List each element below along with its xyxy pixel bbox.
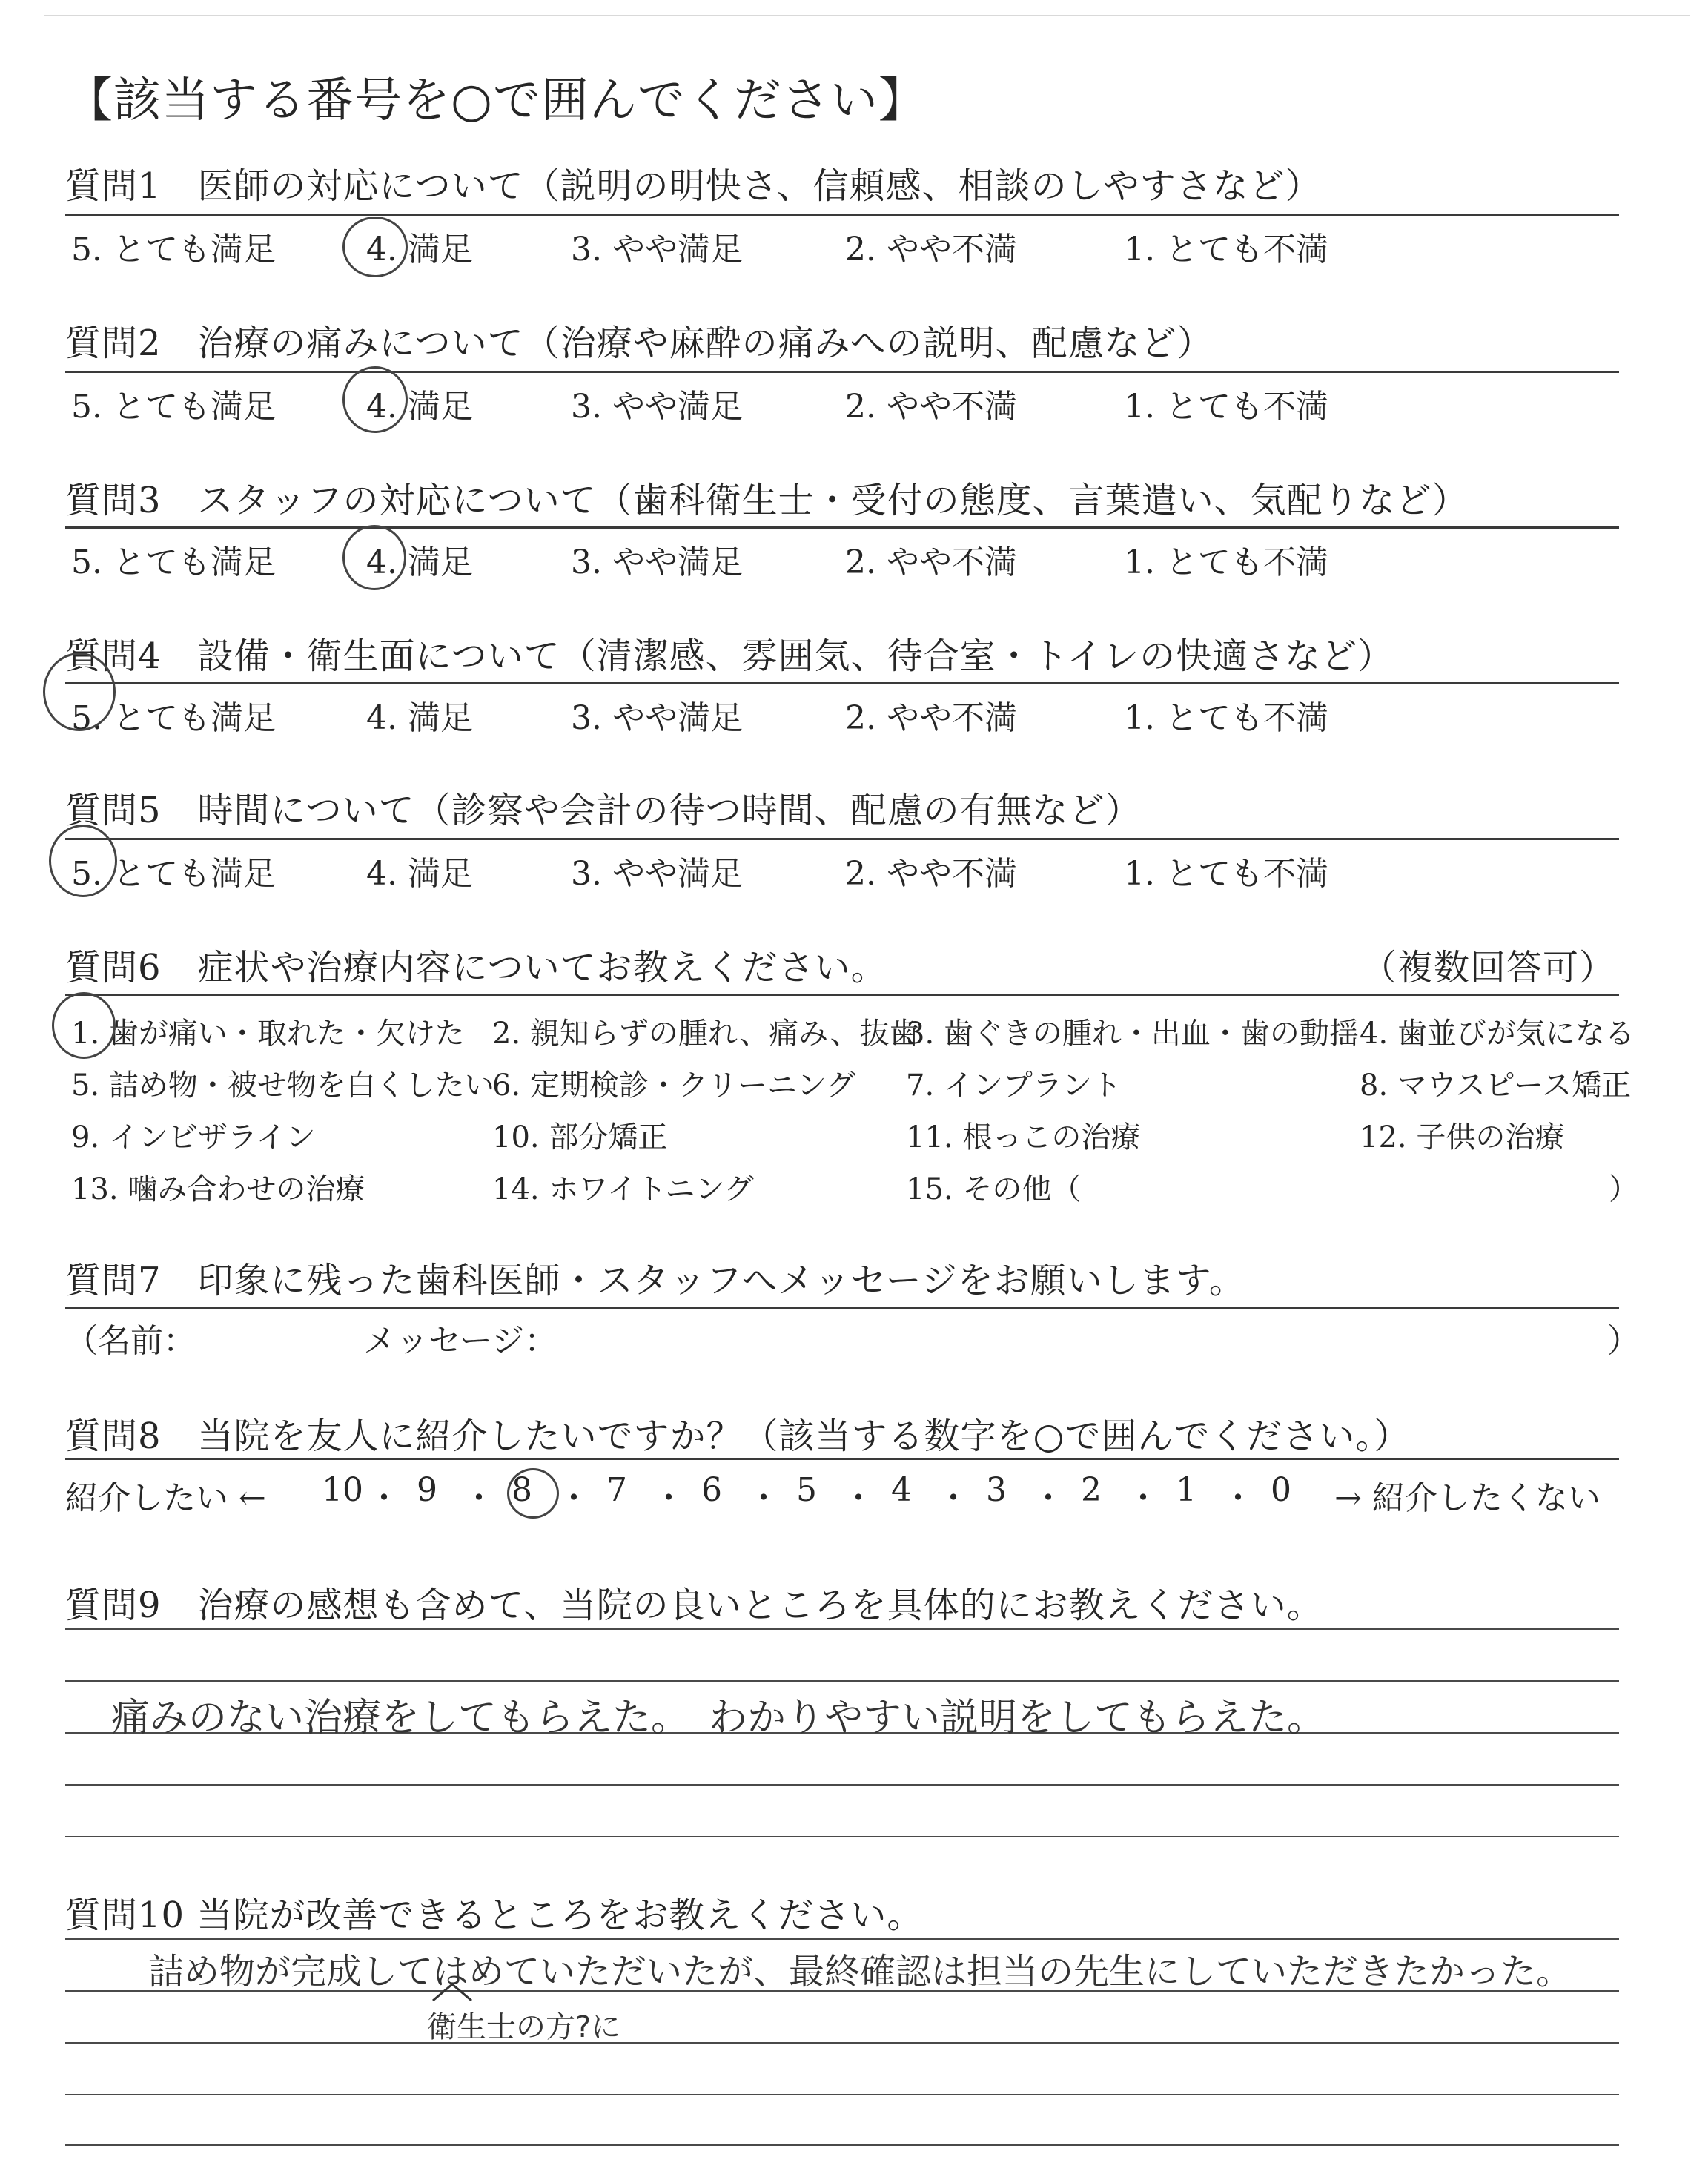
q4-option-1[interactable]: 1. とても不満 bbox=[1124, 699, 1328, 737]
q1-title: 質問1 医師の対応について（説明の明快さ、信頼感、相談のしやすさなど） bbox=[65, 165, 1322, 207]
q1-rule bbox=[65, 214, 1619, 216]
q8-scale-separator: ・ bbox=[557, 1479, 590, 1517]
q3-rule bbox=[65, 526, 1619, 529]
q10-line-5 bbox=[65, 2144, 1619, 2146]
q8-scale-1[interactable]: 1 bbox=[1176, 1471, 1196, 1509]
q5-selection-circle bbox=[49, 825, 117, 897]
q3-option-3[interactable]: 3. やや満足 bbox=[571, 544, 743, 581]
q4-option-4[interactable]: 4. 満足 bbox=[366, 699, 473, 737]
q5-option-4[interactable]: 4. 満足 bbox=[366, 855, 473, 893]
q9-handwritten-answer[interactable]: 痛みのない治療をしてもらえた。 わかりやすい説明をしてもらえた。 bbox=[111, 1696, 1326, 1740]
q9-line-2 bbox=[65, 1680, 1619, 1682]
q6-option-8[interactable]: 8. マウスピース矯正 bbox=[1360, 1069, 1632, 1103]
q7-title: 質問7 印象に残った歯科医師・スタッフへメッセージをお願いします。 bbox=[65, 1260, 1245, 1301]
q2-option-5[interactable]: 5. とても満足 bbox=[71, 388, 276, 426]
q3-option-1[interactable]: 1. とても不満 bbox=[1124, 544, 1328, 581]
q4-rule bbox=[65, 682, 1619, 684]
q6-title: 質問6 症状や治療内容についてお教えください。 bbox=[65, 947, 887, 988]
q2-option-1[interactable]: 1. とても不満 bbox=[1124, 388, 1328, 426]
q1-option-1[interactable]: 1. とても不満 bbox=[1124, 231, 1328, 268]
q9-line-1 bbox=[65, 1628, 1619, 1630]
q4-option-2[interactable]: 2. やや不満 bbox=[845, 699, 1017, 737]
q6-option-9[interactable]: 9. インビザライン bbox=[71, 1120, 316, 1155]
q2-option-4[interactable]: 4. 満足 bbox=[366, 388, 473, 426]
q8-scale-separator: ・ bbox=[747, 1479, 780, 1517]
q8-title: 質問8 当院を友人に紹介したいですか？（該当する数字を○で囲んでください。） bbox=[65, 1416, 1411, 1457]
q8-scale-6[interactable]: 6 bbox=[701, 1471, 722, 1509]
q6-selection-circle bbox=[52, 992, 116, 1059]
q8-left-label: 紹介したい ← bbox=[65, 1479, 266, 1517]
q8-scale-5[interactable]: 5 bbox=[796, 1471, 817, 1509]
scan-top-edge bbox=[44, 15, 1690, 16]
q9-line-4 bbox=[65, 1784, 1619, 1786]
q6-option-15[interactable]: 15. その他（ bbox=[906, 1172, 1082, 1206]
q5-title: 質問5 時間について（診察や会計の待つ時間、配慮の有無など） bbox=[65, 790, 1142, 831]
q3-option-4[interactable]: 4. 満足 bbox=[366, 544, 473, 581]
q2-option-3[interactable]: 3. やや満足 bbox=[571, 388, 743, 426]
q6-option-1[interactable]: 1. 歯が痛い・取れた・欠けた bbox=[71, 1017, 465, 1051]
page-title: 【該当する番号を○で囲んでください】 bbox=[65, 73, 927, 128]
q8-scale-10[interactable]: 10 bbox=[322, 1471, 363, 1509]
q6-option-4[interactable]: 4. 歯並びが気になる bbox=[1360, 1017, 1635, 1051]
q10-handwritten-answer[interactable]: 詰め物が完成してはめていただいたが、最終確認は担当の先生にしていただきたかった。 bbox=[148, 1951, 1572, 1992]
q5-option-5[interactable]: 5. とても満足 bbox=[71, 855, 276, 893]
q8-scale-separator: ・ bbox=[368, 1479, 400, 1517]
q6-option-13[interactable]: 13. 噛み合わせの治療 bbox=[71, 1172, 365, 1206]
q8-scale-separator: ・ bbox=[1032, 1479, 1065, 1517]
q3-option-5[interactable]: 5. とても満足 bbox=[71, 544, 276, 581]
q1-option-2[interactable]: 2. やや不満 bbox=[845, 231, 1017, 268]
q1-option-3[interactable]: 3. やや満足 bbox=[571, 231, 743, 268]
q4-option-5[interactable]: 5. とても満足 bbox=[71, 699, 276, 737]
q8-scale-9[interactable]: 9 bbox=[417, 1471, 437, 1509]
q8-scale-0[interactable]: 0 bbox=[1271, 1471, 1291, 1509]
q6-rule bbox=[65, 994, 1619, 996]
q6-option-14[interactable]: 14. ホワイトニング bbox=[492, 1172, 754, 1206]
q6-option-11[interactable]: 11. 根っこの治療 bbox=[906, 1120, 1141, 1155]
q9-line-5 bbox=[65, 1836, 1619, 1837]
q3-selection-circle bbox=[342, 525, 406, 590]
q6-option-6[interactable]: 6. 定期検診・クリーニング bbox=[492, 1069, 856, 1103]
q10-line-4 bbox=[65, 2094, 1619, 2095]
q8-rule bbox=[65, 1458, 1619, 1460]
q7-name-field[interactable] bbox=[171, 1312, 348, 1351]
q10-line-3 bbox=[65, 2042, 1619, 2044]
q6-option-15-close-paren: ） bbox=[1609, 1172, 1638, 1206]
q8-scale-3[interactable]: 3 bbox=[986, 1471, 1007, 1509]
q8-scale-2[interactable]: 2 bbox=[1081, 1471, 1102, 1509]
q6-option-5[interactable]: 5. 詰め物・被せ物を白くしたい bbox=[71, 1069, 494, 1103]
q2-option-2[interactable]: 2. やや不満 bbox=[845, 388, 1017, 426]
q4-option-3[interactable]: 3. やや満足 bbox=[571, 699, 743, 737]
q8-right-label: → 紹介したくない bbox=[1334, 1479, 1601, 1517]
q10-handwritten-insertion: 衛生士の方?に bbox=[427, 2010, 621, 2044]
q4-title: 質問4 設備・衛生面について（清潔感、雰囲気、待合室・トイレの快適さなど） bbox=[65, 635, 1394, 677]
q6-option-10[interactable]: 10. 部分矯正 bbox=[492, 1120, 668, 1155]
q2-rule bbox=[65, 371, 1619, 373]
q8-scale-separator: ・ bbox=[842, 1479, 875, 1517]
q3-title: 質問3 スタッフの対応について（歯科衛生士・受付の態度、言葉遣い、気配りなど） bbox=[65, 480, 1469, 521]
q2-title: 質問2 治療の痛みについて（治療や麻酔の痛みへの説明、配慮など） bbox=[65, 323, 1214, 364]
q8-scale-4[interactable]: 4 bbox=[891, 1471, 912, 1509]
q1-option-4[interactable]: 4. 満足 bbox=[366, 231, 473, 268]
q8-scale-separator: ・ bbox=[1222, 1479, 1254, 1517]
q10-line-1 bbox=[65, 1938, 1619, 1940]
q6-option-12[interactable]: 12. 子供の治療 bbox=[1360, 1120, 1565, 1155]
q8-scale-separator: ・ bbox=[652, 1479, 685, 1517]
q3-option-2[interactable]: 2. やや不満 bbox=[845, 544, 1017, 581]
q1-selection-circle bbox=[342, 217, 408, 277]
q9-title: 質問9 治療の感想も含めて、当院の良いところを具体的にお教えください。 bbox=[65, 1585, 1323, 1626]
q7-message-label: メッセージ： bbox=[363, 1322, 557, 1360]
q5-option-3[interactable]: 3. やや満足 bbox=[571, 855, 743, 893]
q7-rule bbox=[65, 1307, 1619, 1309]
q10-title: 質問10 当院が改善できるところをお教えください。 bbox=[65, 1895, 924, 1936]
q8-scale-separator: ・ bbox=[937, 1479, 970, 1517]
q6-option-2[interactable]: 2. 親知らずの腫れ、痛み、抜歯 bbox=[492, 1017, 919, 1051]
q7-name-label: （名前： bbox=[65, 1322, 196, 1360]
q5-option-1[interactable]: 1. とても不満 bbox=[1124, 855, 1328, 893]
q5-rule bbox=[65, 838, 1619, 840]
q6-note: （複数回答可） bbox=[1361, 947, 1616, 988]
q2-selection-circle bbox=[342, 366, 408, 433]
q1-option-5[interactable]: 5. とても満足 bbox=[71, 231, 276, 268]
q6-option-3[interactable]: 3. 歯ぐきの腫れ・出血・歯の動揺 bbox=[906, 1017, 1359, 1051]
q4-selection-circle bbox=[43, 653, 116, 731]
q10-insertion-caret-icon bbox=[430, 1981, 474, 2004]
q7-message-field[interactable] bbox=[549, 1312, 1586, 1351]
q8-scale-separator: ・ bbox=[1127, 1479, 1159, 1517]
q5-option-2[interactable]: 2. やや不満 bbox=[845, 855, 1017, 893]
q8-scale-7[interactable]: 7 bbox=[606, 1471, 627, 1509]
q8-selection-circle bbox=[507, 1468, 559, 1519]
q7-close-paren: ） bbox=[1607, 1322, 1640, 1360]
q6-option-7[interactable]: 7. インプラント bbox=[906, 1069, 1122, 1103]
q8-scale-8[interactable]: 8 bbox=[512, 1471, 532, 1509]
q8-scale-separator: ・ bbox=[463, 1479, 495, 1517]
